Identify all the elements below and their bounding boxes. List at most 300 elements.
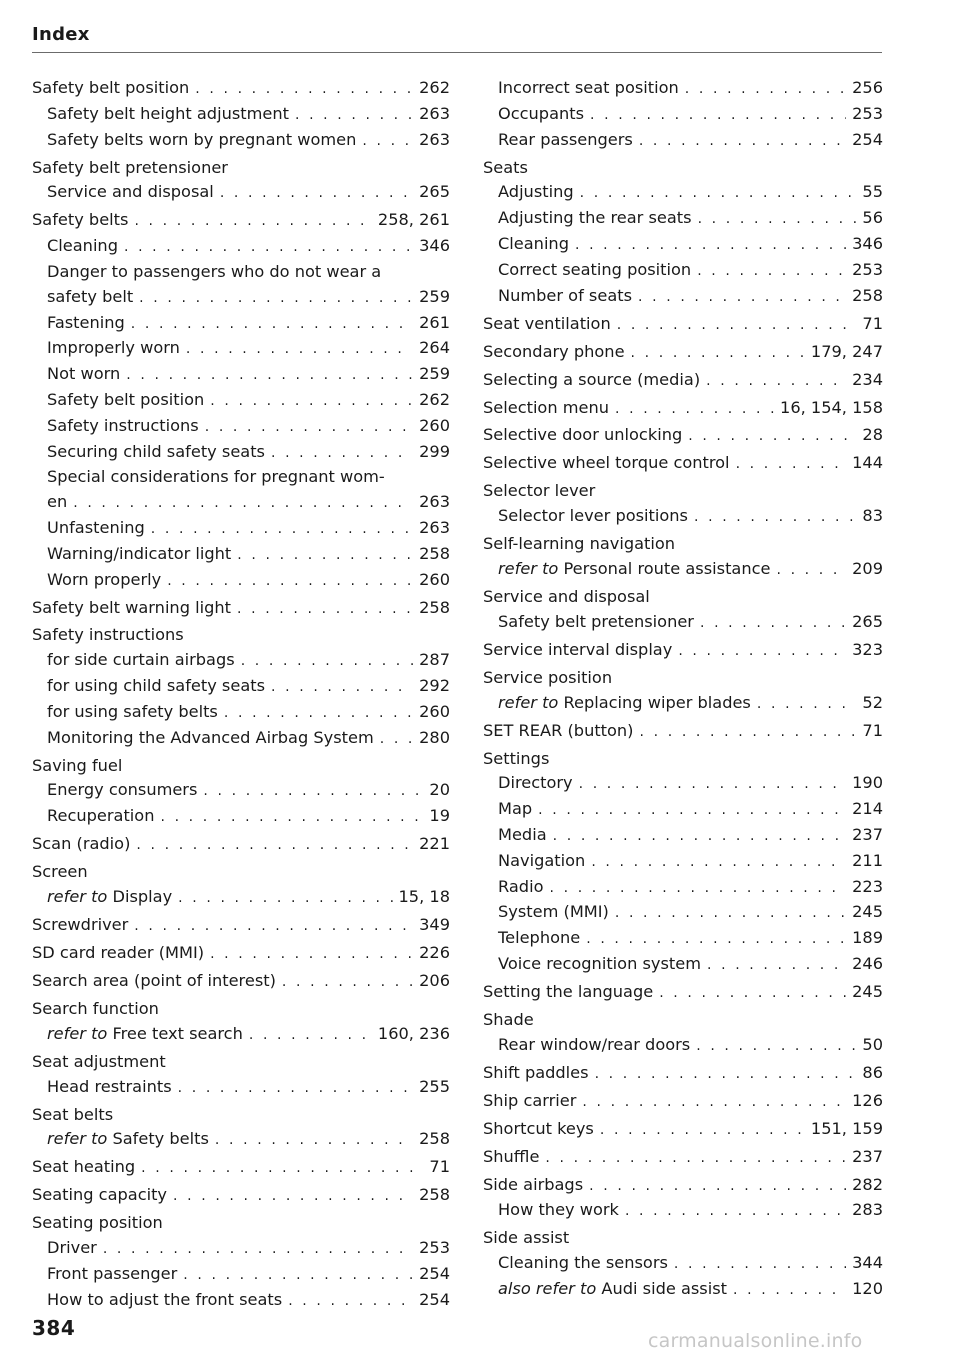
entry-text: Cleaning the sensors	[498, 1253, 668, 1273]
entry-label	[32, 913, 128, 938]
page-reference: 258	[419, 1185, 450, 1205]
entry-label	[47, 1236, 97, 1261]
entry-label	[483, 1173, 583, 1198]
dot-leader	[126, 363, 413, 388]
entry-label	[483, 1089, 576, 1114]
index-entry	[483, 1008, 883, 1033]
entry-label	[47, 1075, 172, 1100]
entry-text: Safety belt pretensioner	[498, 611, 694, 631]
page-reference: 283	[852, 1200, 883, 1220]
dot-leader	[271, 675, 413, 700]
page-reference: 265	[852, 611, 883, 631]
index-subentry	[32, 568, 450, 594]
dot-leader	[553, 824, 846, 849]
page-reference: 258	[419, 1129, 450, 1149]
entry-text: Seat adjustment	[32, 1051, 166, 1071]
dot-leader	[697, 259, 846, 284]
page-reference: 190	[852, 773, 883, 793]
entry-text: Correct seating position	[498, 259, 692, 279]
page-reference: 71	[862, 313, 883, 333]
entry-label	[498, 691, 751, 716]
entry-text: Saving fuel	[32, 755, 123, 775]
cross-reference: refer to	[47, 1023, 108, 1043]
index-subentry	[483, 823, 883, 849]
entry-label	[47, 542, 231, 567]
page-reference: 189	[852, 928, 883, 948]
dot-leader	[178, 886, 392, 911]
entry-text: Shuffle	[483, 1146, 540, 1166]
entry-text: Worn properly	[47, 569, 162, 589]
dot-leader	[580, 181, 857, 206]
dot-leader	[210, 389, 413, 414]
index-entry	[32, 76, 450, 102]
entry-label	[498, 284, 632, 309]
entry-text: Adjusting	[498, 182, 574, 202]
entry-label	[47, 311, 125, 336]
entry-text: Not worn	[47, 364, 121, 384]
entry-text: Screwdriver	[32, 915, 129, 934]
page-reference: 287	[419, 650, 450, 670]
entry-text: Energy consumers	[47, 780, 198, 800]
dot-leader	[295, 103, 413, 128]
entry-label	[498, 557, 770, 582]
entry-text: Rear window/rear doors	[498, 1034, 691, 1054]
index-subentry	[483, 797, 883, 823]
entry-text: Service and disposal	[47, 182, 214, 202]
dot-leader	[688, 424, 856, 449]
index-entry	[483, 368, 883, 394]
dot-leader	[575, 233, 846, 258]
index-column-left	[32, 76, 450, 1313]
entry-text: Special considerations for pregnant wom-	[47, 467, 385, 487]
dot-leader	[589, 1174, 846, 1199]
page-reference: 258	[852, 285, 883, 305]
page-reference: 280	[419, 727, 450, 747]
entry-text: for using safety belts	[47, 701, 218, 721]
entry-text: Service position	[483, 667, 613, 687]
entry-text: Telephone	[498, 928, 581, 948]
index-entry	[483, 156, 883, 181]
page-reference: 206	[419, 970, 450, 990]
index-subentry	[32, 516, 450, 542]
page-reference: 86	[862, 1062, 883, 1082]
entry-label	[47, 388, 204, 413]
entry-text: Seat belts	[32, 1104, 114, 1124]
index-subentry	[32, 128, 450, 154]
index-entry	[483, 719, 883, 745]
entry-text: Shade	[483, 1009, 534, 1029]
entry-label	[47, 180, 214, 205]
page-reference: 246	[852, 953, 883, 973]
entry-text: Safety belt position	[47, 389, 205, 409]
page-reference: 28	[862, 425, 883, 445]
page-reference: 209	[852, 559, 883, 579]
index-subentry	[32, 804, 450, 830]
dot-leader	[591, 850, 846, 875]
index-entry	[32, 1050, 450, 1075]
entry-label	[498, 206, 692, 231]
entry-text: for using child safety seats	[47, 676, 266, 696]
dot-leader	[696, 1034, 856, 1059]
entry-label	[483, 747, 549, 772]
entry-text: Safety belt pretensioner	[32, 157, 228, 177]
entry-text: Danger to passengers who do not wear a	[47, 261, 382, 281]
page-reference: 323	[852, 639, 883, 659]
page-reference: 223	[852, 876, 883, 896]
entry-label	[483, 980, 653, 1005]
entry-label	[32, 1183, 167, 1208]
index-entry	[483, 747, 883, 772]
entry-label	[483, 666, 612, 691]
page-reference: 144	[852, 453, 883, 473]
entry-text: Number of seats	[498, 285, 633, 305]
index-entry	[32, 860, 450, 885]
index-subentry	[483, 849, 883, 875]
entry-label	[32, 623, 184, 648]
dot-leader	[288, 1289, 413, 1314]
cross-reference: refer to	[47, 1129, 108, 1149]
page-reference: 15, 18	[398, 887, 450, 907]
entry-text: Monitoring the Advanced Airbag System	[47, 727, 374, 747]
page-header	[32, 24, 882, 53]
entry-label	[47, 362, 120, 387]
dot-leader	[615, 901, 846, 926]
entry-label	[47, 1022, 243, 1047]
index-subentry	[32, 726, 450, 752]
dot-leader	[141, 1156, 423, 1181]
entry-label	[32, 1211, 163, 1236]
entry-text: Search function	[32, 998, 159, 1018]
index-entry	[483, 1117, 883, 1143]
entry-text: Cleaning	[47, 236, 118, 256]
entry-label	[32, 1050, 166, 1075]
page-reference: 211	[852, 850, 883, 870]
index-subentry	[483, 1251, 883, 1277]
dot-leader	[151, 517, 413, 542]
index-subentry	[32, 1127, 450, 1153]
entry-label	[32, 76, 189, 101]
entry-label	[47, 102, 289, 127]
dot-leader	[237, 543, 413, 568]
index-subentry	[32, 311, 450, 337]
entry-label	[47, 490, 67, 515]
page-reference: 259	[419, 286, 450, 306]
dot-leader	[625, 1199, 846, 1224]
page-reference: 71	[862, 720, 883, 740]
dot-leader	[707, 953, 846, 978]
dot-leader	[776, 558, 846, 583]
page-reference: 260	[419, 415, 450, 435]
page-reference: 344	[852, 1253, 883, 1273]
entry-label	[483, 423, 682, 448]
entry-text: System (MMI)	[498, 902, 609, 922]
index-subentry	[483, 128, 883, 154]
entry-text: Occupants	[498, 103, 585, 123]
entry-label	[498, 180, 574, 205]
entry-text: Seating capacity	[32, 1185, 168, 1205]
entry-text: How to adjust the front seats	[47, 1289, 283, 1309]
entry-text: Screen	[32, 862, 88, 882]
index-entry	[32, 156, 450, 181]
entry-label	[498, 1277, 727, 1302]
page-reference: 179, 247	[810, 341, 883, 361]
entry-label	[47, 674, 265, 699]
entry-label	[47, 1288, 282, 1313]
page-reference: 259	[419, 364, 450, 384]
entry-label	[47, 885, 172, 910]
page-reference: 260	[419, 569, 450, 589]
entry-label	[498, 875, 544, 900]
dot-leader	[241, 649, 413, 674]
index-entry	[483, 396, 883, 422]
page-reference: 349	[419, 915, 450, 934]
entry-text: Incorrect seat position	[498, 78, 679, 97]
entry-text: Service and disposal	[483, 587, 650, 607]
index-entry	[483, 1061, 883, 1087]
page-reference: 263	[419, 103, 450, 123]
index-entry	[483, 666, 883, 691]
index-entry	[483, 980, 883, 1006]
index-subentry	[483, 610, 883, 636]
index-entry	[483, 532, 883, 557]
index-subentry	[32, 388, 450, 414]
dot-leader	[685, 77, 846, 102]
entry-label	[483, 312, 611, 337]
entry-label	[32, 1155, 135, 1180]
cross-reference: also refer to	[498, 1278, 597, 1298]
dot-leader	[674, 1252, 846, 1277]
dot-leader	[678, 639, 846, 664]
dot-leader	[173, 1184, 413, 1209]
page-reference: 261	[419, 312, 450, 332]
entry-text: Search area (point of interest)	[32, 970, 276, 990]
entry-label	[498, 504, 688, 529]
index-subentry	[32, 414, 450, 440]
entry-label	[483, 585, 650, 610]
dot-leader	[700, 611, 846, 636]
index-entry	[483, 312, 883, 338]
index-subentry	[32, 674, 450, 700]
entry-text: Media	[498, 824, 547, 844]
index-subentry	[483, 875, 883, 901]
page-title: Index	[32, 24, 90, 45]
entry-label	[498, 849, 585, 874]
entry-text: Safety belts	[112, 1129, 209, 1149]
page-reference: 245	[852, 902, 883, 922]
index-subentry	[32, 1075, 450, 1101]
dot-leader	[617, 313, 857, 338]
entry-text: Shift paddles	[483, 1062, 589, 1082]
index-entry	[32, 1211, 450, 1236]
entry-label	[483, 479, 595, 504]
entry-text: Selector lever	[483, 481, 596, 501]
page-reference: 151, 159	[810, 1118, 883, 1138]
page-reference: 226	[419, 942, 450, 962]
entry-text: Rear passengers	[498, 129, 633, 149]
index-subentry	[483, 557, 883, 583]
entry-text: Service interval display	[483, 639, 673, 659]
index-subentry	[32, 234, 450, 260]
index-subentry	[32, 885, 450, 911]
page-reference: 260	[419, 701, 450, 721]
entry-label	[47, 1262, 177, 1287]
entry-label	[483, 719, 634, 744]
dot-leader	[134, 209, 371, 234]
entry-label	[498, 610, 694, 635]
index-subentry	[32, 542, 450, 568]
entry-label	[498, 926, 580, 951]
entry-text: Side airbags	[483, 1174, 584, 1194]
dot-leader	[586, 927, 846, 952]
dot-leader	[237, 597, 413, 622]
entry-text: Ship carrier	[483, 1090, 577, 1110]
page-reference: 120	[852, 1278, 883, 1298]
dot-leader	[380, 727, 413, 752]
index-subentry	[483, 691, 883, 717]
entry-label	[498, 232, 569, 257]
page-reference: 254	[419, 1263, 450, 1283]
index-entry	[483, 451, 883, 477]
index-entry	[32, 832, 450, 858]
entry-label	[483, 1061, 589, 1086]
entry-text: Scan (radio)	[32, 834, 131, 854]
entry-label	[483, 396, 609, 421]
page-reference: 234	[852, 369, 883, 389]
entry-label	[32, 941, 204, 966]
dot-leader	[362, 129, 413, 154]
dot-leader	[124, 235, 413, 260]
dot-leader	[103, 1237, 413, 1262]
page-reference: 245	[852, 981, 883, 1001]
entry-text: Self-learning navigation	[483, 534, 676, 554]
dot-leader	[631, 341, 805, 366]
dot-leader	[538, 798, 846, 823]
entry-text: Recuperation	[47, 806, 155, 826]
entry-text: Cleaning	[498, 233, 569, 253]
dot-leader	[186, 337, 413, 362]
page-reference: 264	[419, 338, 450, 358]
dot-leader	[178, 1076, 413, 1101]
entry-label	[47, 336, 180, 361]
index-subentry	[32, 700, 450, 726]
index-subentry	[483, 1033, 883, 1059]
entry-label	[47, 726, 374, 751]
entry-label	[32, 832, 130, 857]
cross-reference: refer to	[498, 692, 559, 712]
index-column-right	[483, 76, 883, 1303]
page-reference: 254	[852, 129, 883, 149]
entry-label	[47, 260, 381, 285]
entry-text: Safety belts worn by pregnant women	[47, 129, 357, 149]
entry-text: Seat ventilation	[483, 313, 611, 333]
page-reference: 50	[862, 1034, 883, 1054]
index-subentry	[32, 336, 450, 362]
entry-label	[498, 76, 679, 101]
page-reference: 126	[852, 1090, 883, 1110]
index-subentry	[483, 284, 883, 310]
entry-label	[32, 156, 228, 181]
dot-leader	[595, 1062, 857, 1087]
page-number: 384	[32, 1316, 76, 1340]
dot-leader	[195, 77, 413, 102]
entry-label	[32, 969, 276, 994]
entry-text: Safety instructions	[47, 415, 199, 435]
entry-label	[47, 440, 265, 465]
index-entry	[483, 479, 883, 504]
dot-leader	[249, 1023, 372, 1048]
entry-text: Front passenger	[47, 1263, 178, 1283]
entry-text: Fastening	[47, 312, 125, 332]
entry-text: Secondary phone	[483, 341, 625, 361]
dot-leader	[271, 441, 413, 466]
page-reference: 299	[419, 441, 450, 461]
entry-label	[483, 340, 625, 365]
index-subentry	[483, 76, 883, 102]
index-subentry	[32, 648, 450, 674]
entry-text: Safety belts	[32, 210, 129, 230]
index-subentry	[483, 180, 883, 206]
page-reference: 83	[862, 506, 883, 526]
dot-leader	[757, 692, 857, 717]
entry-label	[47, 804, 154, 829]
entry-text: Voice recognition system	[498, 953, 701, 973]
entry-text: Shortcut keys	[483, 1118, 594, 1138]
entry-label	[32, 997, 159, 1022]
entry-text: Selection menu	[483, 397, 609, 417]
entry-label	[483, 451, 730, 476]
page-reference: 265	[419, 182, 450, 202]
entry-label	[498, 1033, 690, 1058]
entry-text: Selective door unlocking	[483, 425, 683, 445]
index-entry	[32, 754, 450, 779]
entry-label	[32, 860, 88, 885]
dot-leader	[638, 285, 846, 310]
index-entry	[483, 585, 883, 610]
entry-text: SET REAR (button)	[483, 720, 634, 740]
cross-reference: refer to	[498, 559, 559, 579]
entry-label	[32, 1103, 113, 1128]
index-subentry	[32, 260, 450, 285]
entry-label	[47, 414, 199, 439]
index-entry	[32, 1103, 450, 1128]
index-subentry	[32, 1262, 450, 1288]
dot-leader	[215, 1128, 413, 1153]
page-reference: 52	[862, 692, 883, 712]
index-entry	[483, 340, 883, 366]
dot-leader	[203, 779, 423, 804]
page-reference: 16, 154, 158	[780, 397, 883, 417]
entry-label	[47, 285, 133, 310]
entry-text: en	[47, 492, 68, 512]
index-subentry	[483, 1198, 883, 1224]
entry-text: Safety belt height adjustment	[47, 103, 289, 123]
dot-leader	[706, 369, 846, 394]
index-entry	[32, 997, 450, 1022]
index-subentry	[483, 900, 883, 926]
index-subentry	[483, 232, 883, 258]
index-subentry	[32, 1022, 450, 1048]
entry-text: Seats	[483, 157, 528, 177]
entry-label	[32, 596, 231, 621]
page-reference: 160, 236	[377, 1023, 450, 1043]
page-reference: 56	[862, 208, 883, 228]
dot-leader	[582, 1090, 846, 1115]
page-reference: 214	[852, 799, 883, 819]
page-reference: 263	[419, 129, 450, 149]
index-entry	[483, 423, 883, 449]
entry-text: Securing child safety seats	[47, 441, 265, 461]
entry-label	[483, 1145, 539, 1170]
